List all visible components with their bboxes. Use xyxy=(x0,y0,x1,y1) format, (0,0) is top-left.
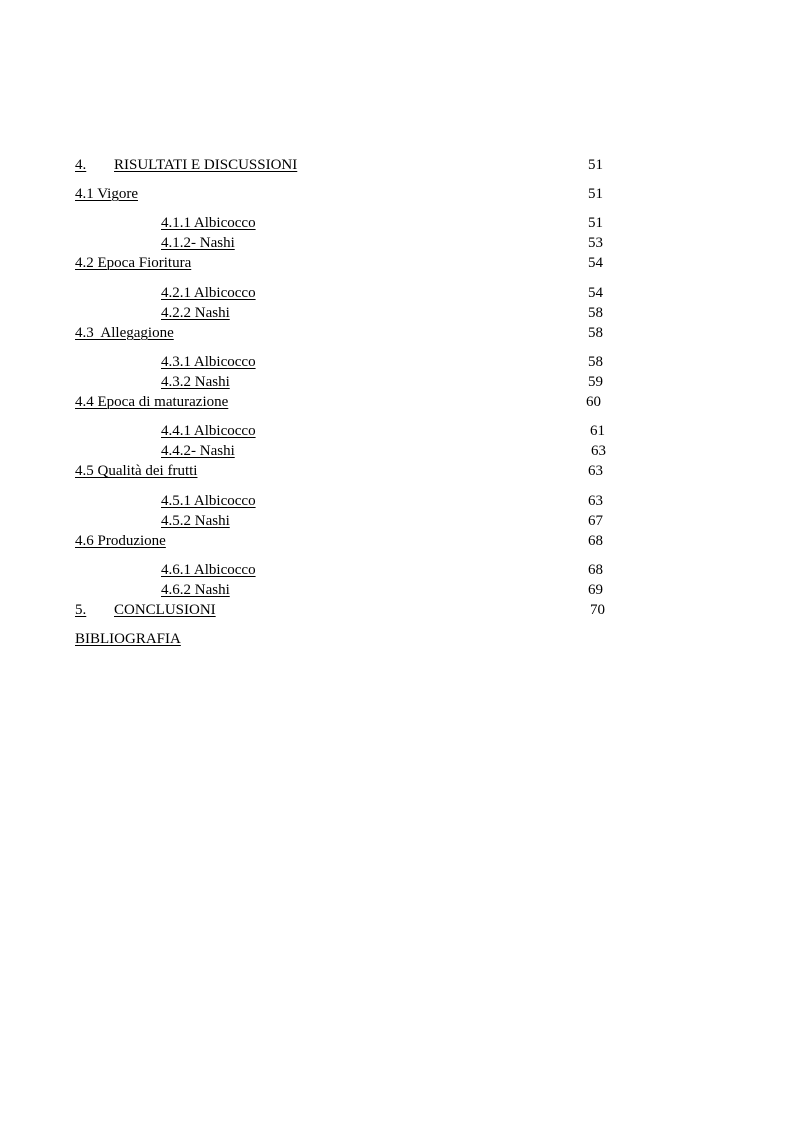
toc-entry-title: 4.1.2- Nashi xyxy=(161,235,235,251)
toc-entry-section-4-2-2[interactable] xyxy=(0,303,793,323)
toc-entry-page: 51 xyxy=(588,186,603,202)
toc-entry-number: 4. xyxy=(75,157,87,173)
toc-entry-section-4-6[interactable] xyxy=(0,531,793,551)
toc-entry-page: 70 xyxy=(590,602,605,618)
toc-entry-chapter-5[interactable] xyxy=(0,600,793,620)
toc-entry-section-4-1[interactable] xyxy=(0,184,793,204)
toc-entry-title: 4.5.2 Nashi xyxy=(161,513,230,529)
toc-entry-section-4-6-2[interactable] xyxy=(0,580,793,600)
toc-entry-title: 4.3.1 Albicocco xyxy=(161,354,256,370)
toc-entry-page: 63 xyxy=(588,463,603,479)
toc-entry-title: 4.1.1 Albicocco xyxy=(161,215,256,231)
toc-entry-title: 4.2.1 Albicocco xyxy=(161,285,256,301)
toc-entry-page: 63 xyxy=(591,443,606,459)
toc-entry-section-4-2-1[interactable] xyxy=(0,283,793,303)
toc-entry-section-4-1-1[interactable] xyxy=(0,213,793,233)
toc-entry-page: 67 xyxy=(588,513,603,529)
toc-entry-page: 59 xyxy=(588,374,603,390)
toc-entry-page: 63 xyxy=(588,493,603,509)
toc-entry-bibliography[interactable] xyxy=(0,629,793,649)
toc-entry-page: 68 xyxy=(588,562,603,578)
toc-entry-section-4-2[interactable] xyxy=(0,253,793,273)
toc-entry-title: 4.2 Epoca Fioritura xyxy=(75,255,192,271)
toc-entry-title: 4.6 Produzione xyxy=(75,533,166,549)
toc-entry-title: 4.3.2 Nashi xyxy=(161,374,230,390)
toc-entry-section-4-4-2[interactable] xyxy=(0,441,793,461)
toc-entry-page: 58 xyxy=(588,305,603,321)
toc-entry-page: 68 xyxy=(588,533,603,549)
toc-entry-title: 4.4 Epoca di maturazione xyxy=(75,394,229,410)
toc-entry-page: 58 xyxy=(588,354,603,370)
toc-entry-title: 4.4.1 Albicocco xyxy=(161,423,256,439)
toc-entry-title: 4.3 Allegagione xyxy=(75,325,174,341)
toc-entry-page: 61 xyxy=(590,423,605,439)
toc-entry-title: CONCLUSIONI xyxy=(114,602,216,618)
toc-entry-number: 5. xyxy=(75,602,87,618)
toc-entry-page: 58 xyxy=(588,325,603,341)
toc-entry-section-4-1-2[interactable] xyxy=(0,233,793,253)
toc-entry-section-4-3[interactable] xyxy=(0,323,793,343)
toc-entry-page: 60 xyxy=(586,394,601,410)
toc-entry-title: 4.4.2- Nashi xyxy=(161,443,235,459)
toc-entry-page: 54 xyxy=(588,255,603,271)
toc-entry-title: 4.6.1 Albicocco xyxy=(161,562,256,578)
toc-entry-title: 4.6.2 Nashi xyxy=(161,582,230,598)
toc-entry-section-4-5-1[interactable] xyxy=(0,491,793,511)
toc-entry-section-4-4[interactable] xyxy=(0,392,793,412)
toc-entry-chapter-4[interactable] xyxy=(0,155,793,175)
toc-entry-page: 54 xyxy=(588,285,603,301)
toc-entry-title: 4.2.2 Nashi xyxy=(161,305,230,321)
toc-entry-page: 51 xyxy=(588,215,603,231)
toc-entry-title: RISULTATI E DISCUSSIONI xyxy=(114,157,298,173)
toc-entry-section-4-5[interactable] xyxy=(0,461,793,481)
toc-entry-section-4-4-1[interactable] xyxy=(0,421,793,441)
toc-entry-section-4-3-2[interactable] xyxy=(0,372,793,392)
toc-entry-page: 69 xyxy=(588,582,603,598)
toc-entry-title: BIBLIOGRAFIA xyxy=(75,631,181,647)
toc-entry-title: 4.5.1 Albicocco xyxy=(161,493,256,509)
toc-entry-page: 51 xyxy=(588,157,603,173)
toc-entry-title: 4.1 Vigore xyxy=(75,186,138,202)
toc-entry-section-4-6-1[interactable] xyxy=(0,560,793,580)
toc-entry-section-4-5-2[interactable] xyxy=(0,511,793,531)
toc-entry-title: 4.5 Qualità dei frutti xyxy=(75,463,198,479)
toc-entry-page: 53 xyxy=(588,235,603,251)
toc-entry-section-4-3-1[interactable] xyxy=(0,352,793,372)
